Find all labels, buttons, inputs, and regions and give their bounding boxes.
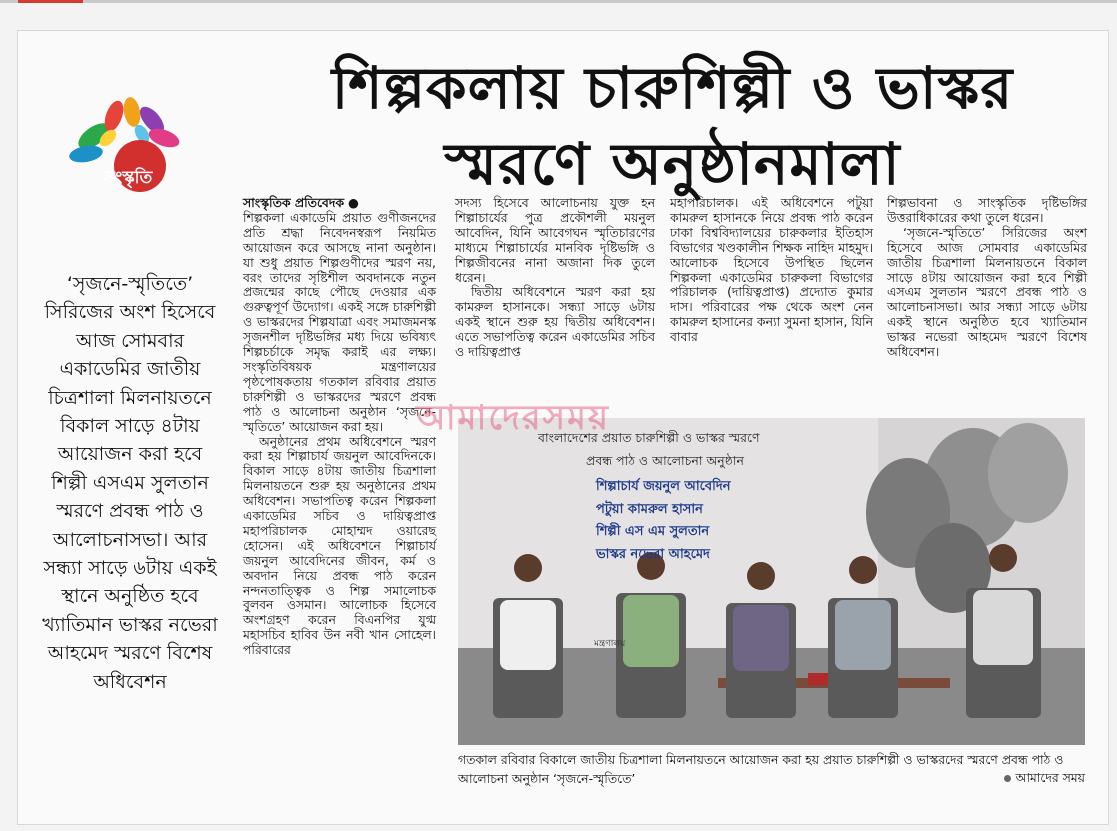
headline-line-2: স্মরণে অনুষ্ঠানমালা [444,130,901,198]
photo-credit [1004,770,1085,790]
banner-name-1: শিল্পাচার্য জয়নুল আবেদিন [596,479,731,494]
article-column-4 [887,196,1087,360]
paragraph: ‘সৃজনে-স্মৃতিতে’ সিরিজের অংশ হিসেবে আজ সোমবার একাডেমির জাতীয় চিত্রশালা মিলনায়তনে বিকাল সাড়ে ৪টায় আয়োজন করা হবে শিল্পী এসএম সুলতান স্মরণে প্রবন্ধ পাঠ ও আলোচনাসভা। আর সন্ধ্যা সাড়ে ৬টায় একই স্থানে অনুষ্ঠিত হবে খ্যাতিমান ভাস্কর নভেরা আহমেদ স্মরণে বিশেষ অধিবেশন। [887,224,1087,360]
banner-title: বাংলাদেশের প্রয়াত চারুশিল্পী ও ভাস্কর স্মরণে [538,430,760,445]
paragraph: দ্বিতীয় অধিবেশনে স্মরণ করা হয় কামরুল হাসানকে। সন্ধ্যা সাড়ে ৬টায় একই স্থানে শুরু হয় দ্বিতীয় অধিবেশন। এতে সভাপতিত্ব করেন একাডেমির সচিব ও দায়িত্বপ্রাপ্ত [455,284,655,360]
credit-dot [1004,775,1011,782]
headline [300,50,1045,202]
article-column-1 [243,196,436,658]
headline-line-1: শিল্পকলায় চারুশিল্পী ও ভাস্কর [331,54,1014,122]
banner-name-4: ভাস্কর নভেরা আহমেদ [596,546,710,562]
paragraph: মহাপরিচালক। এই অধিবেশনে পটুয়া কামরুল হাসানকে নিয়ে প্রবন্ধ পাঠ করেন ঢাকা বিশ্ববিদ্যালয়ের চারুকলার ইতিহাস বিভাগের খণ্ডকালীন শিক্ষক নাহিদ মাহমুদ। আলোচক হিসেবে উপস্থিত ছিলেন শিল্পকলা একাডেমির চারুকলা বিভাগের পরিচালক (দায়িত্বপ্রাপ্ত) প্রদ্যোত কুমার দাস। পরিবারের পক্ষ থেকে অংশ নেন কামরুল হাসানের কন্যা সুমনা হাসান, যিনি বাবার [670,195,873,345]
banner-name-3: শিল্পী এস এম সুলতান [596,524,710,539]
paragraph: শিল্পভাবনা ও সাংস্কৃতিক দৃষ্টিভঙ্গির উত্তরাধিকারের কথা তুলে ধরেন। [887,195,1087,225]
byline: সাংস্কৃতিক প্রতিবেদক [243,195,345,210]
banner-names [596,476,730,566]
paragraph: সদস্য হিসেবে আলোচনায় যুক্ত হন শিল্পাচার্যের পুত্র প্রকৌশলী ময়নুল আবেদিন, যিনি আবেগঘন স্মৃতিচারণের মাধ্যমে শিল্পাচার্যের মানবিক দৃষ্টিভঙ্গি ও শিল্পজীবনের নানা অজানা দিক তুলে ধরেন। [455,195,655,285]
watermark: আমাদেরসময় [416,398,610,438]
photo-caption: গতকাল রবিবার বিকালে জাতীয় চিত্রশালা মিলনায়তনে আয়োজন করা হয় প্রয়াত চারুশিল্পী ও ভাস্করদের স্মরণে প্রবন্ধ পাঠ ও আলোচনা অনুষ্ঠান ‘সৃজনে-স্মৃতিতে’ [458,752,1064,786]
top-rule [0,0,1117,3]
byline-dot: ● [347,195,359,210]
article-column-2 [455,196,655,360]
banner-ministry: মন্ত্রণালয় [594,639,626,649]
logo-label: সংস্কৃতি [103,168,153,188]
banner-name-2: পটুয়া কামরুল হাসান [596,501,703,517]
article-column-3 [670,196,873,345]
credit-text: আমাদের সময় [1015,770,1085,785]
event-photo [458,418,1085,745]
paragraph: শিল্পকলা একাডেমি প্রয়াত গুণীজনদের প্রতি শ্রদ্ধা নিবেদনস্বরূপ নিয়মিত আয়োজন করে আসছে নানা অনুষ্ঠান। যা শুধু প্রয়াত শিল্পগুণীদের স্মরণ নয়, বরং তাদের সৃষ্টিশীল অবদানকে নতুন প্রজন্মের কাছে পৌছে দেওয়ার এক গুরুত্বপূর্ণ উদ্যোগ। একই সঙ্গে চারুশিল্পী ও ভাস্করদের শিল্পযাত্রা এবং সমাজমনস্ক সৃজনশীল দৃষ্টিভঙ্গির মধ্য দিয়ে ভবিষ্যৎ শিল্পচর্চাকে সমৃদ্ধ করাই এর লক্ষ্য। সংস্কৃতিবিষয়ক মন্ত্রণালয়ের পৃষ্ঠপোষকতায় গতকাল রবিবার প্রয়াত চারুশিল্পী ও ভাস্করদের স্মরণে প্রবন্ধ পাঠ ও আলোচনা অনুষ্ঠান ‘সৃজনে-স্মৃতিতে’ আয়োজন করা হয়। [243,209,436,434]
paragraph: অনুষ্ঠানের প্রথম অধিবেশনে স্মরণ করা হয় শিল্পাচার্য জয়নুল আবেদিনকে। বিকাল সাড়ে ৪টায় জাতীয় চিত্রশালা মিলনায়তনে শুরু হয় অনুষ্ঠানের প্রথম অধিবেশন। সভাপতিত্ব করেন শিল্পকলা একাডেমির সচিব ও দায়িত্বপ্রাপ্ত মহাপরিচালক মোহাম্মদ ওয়ারেছ হোসেন। এই অধিবেশনে শিল্পাচার্য জয়নুল আবেদিনের জীবন, কর্ম ও অবদান নিয়ে প্রবন্ধ পাঠ করেন নন্দনতাত্ত্বিক ও শিল্প সমালোচক বুলবন ওসমান। আলোচক হিসেবে অংশগ্রহণ করেন বিএনপির যুগ্ম মহাসচিব হাবিব উন নবী খান সোহেল। পরিবারের [243,433,436,658]
banner-subtitle: প্রবন্ধ পাঠ ও আলোচনা অনুষ্ঠান [586,453,744,468]
top-accent [18,0,83,3]
side-box-text: ‘সৃজনে-স্মৃতিতে’ সিরিজের অংশ হিসেবে আজ সোমবার একাডেমির জাতীয় চিত্রশালা মিলনায়তনে বিকাল সাড়ে ৪টায় আয়োজন করা হবে শিল্পী এসএম সুলতান স্মরণে প্রবন্ধ পাঠ ও আলোচনাসভা। আর সন্ধ্যা সাড়ে ৬টায় একই স্থানে অনুষ্ঠিত হবে খ্যাতিমান ভাস্কর নভেরা আহমেদ স্মরণে বিশেষ অধিবেশন [42,273,218,693]
